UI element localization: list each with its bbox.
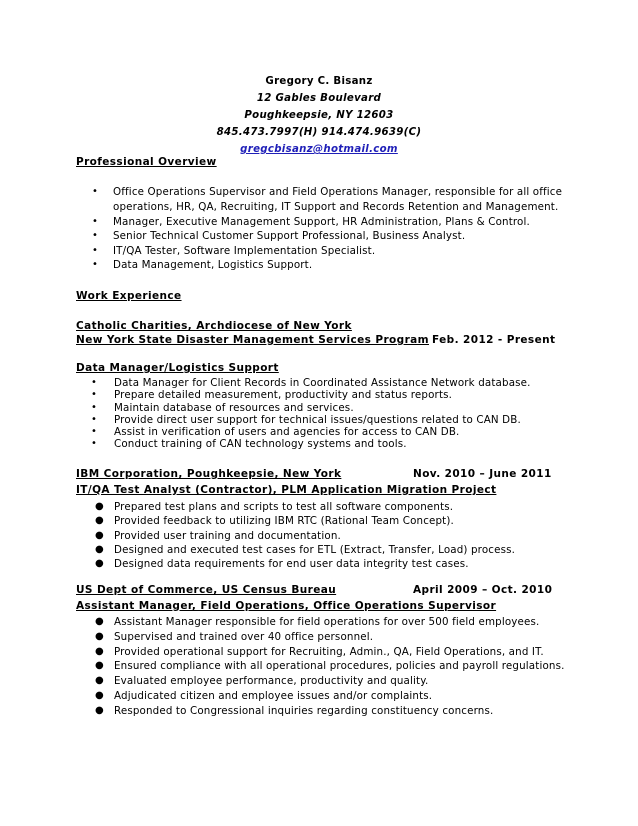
list-item-continuation: operations, HR, QA, Recruiting, IT Support and Records Retention and Management. [113, 200, 559, 213]
list-item: ● Ensured compliance with all operational procedures, policies and payroll regulations. [95, 660, 565, 673]
list-item: • Senior Technical Customer Support Professional, Business Analyst. [92, 230, 466, 242]
applicant-name: Gregory C. Bisanz [265, 76, 373, 87]
phone-numbers: 845.473.7997(H) 914.474.9639(C) [216, 127, 422, 138]
job1-dates: Feb. 2012 - Present [432, 334, 556, 346]
job3-employer: US Dept of Commerce, US Census Bureau [76, 584, 337, 596]
email-link[interactable]: gregcbisanz@hotmail.com [240, 144, 398, 155]
list-item: • Provide direct user support for technical issues/questions related to CAN DB. [91, 413, 521, 426]
list-item: ● Assistant Manager responsible for field operations for over 500 field employees. [95, 616, 540, 628]
list-item: ● Designed and executed test cases for ETL (Extract, Transfer, Load) process. [95, 543, 516, 556]
job2-employer: IBM Corporation, Poughkeepsie, New York [76, 468, 342, 480]
list-item: ● Responded to Congressional inquiries regarding constituency concerns. [95, 704, 494, 717]
list-item: ● Evaluated employee performance, productivity and quality. [95, 675, 429, 688]
job3-dates: April 2009 – Oct. 2010 [413, 584, 553, 596]
job2-title: IT/QA Test Analyst (Contractor), PLM Application Migration Project [76, 484, 497, 496]
list-item: • Manager, Executive Management Support, HR Administration, Plans & Control. [92, 215, 530, 228]
city-state-zip: Poughkeepsie, NY 12603 [244, 110, 394, 121]
list-item: • IT/QA Tester, Software Implementation Specialist. [92, 244, 376, 257]
list-item: • Maintain database of resources and services. [91, 401, 354, 414]
list-item: • Data Manager for Client Records in Coordinated Assistance Network database. [91, 377, 531, 389]
job2-list [95, 500, 515, 571]
job1-title: Data Manager/Logistics Support [76, 362, 279, 374]
job1-employer: Catholic Charities, Archdiocese of New York [76, 320, 352, 332]
overview-heading: Professional Overview [76, 156, 217, 168]
job1-list [91, 377, 531, 451]
list-item: ● Provided operational support for Recruiting, Admin., QA, Field Operations, and IT. [95, 645, 544, 658]
street-address: 12 Gables Boulevard [256, 93, 382, 104]
list-item: • Data Management, Logistics Support. [92, 259, 313, 271]
list-item: ● Supervised and trained over 40 office personnel. [95, 630, 374, 643]
list-item: • Assist in verification of users and agencies for access to CAN DB. [91, 426, 460, 439]
work-heading: Work Experience [76, 290, 182, 302]
list-item: ● Designed data requirements for end user data integrity test cases. [95, 558, 469, 571]
list-item: • Prepare detailed measurement, productivity and status reports. [91, 389, 453, 402]
list-item: ● Provided user training and documentation. [95, 529, 341, 542]
job1-program: New York State Disaster Management Services Program [76, 334, 429, 346]
overview-list [92, 185, 562, 273]
list-item: ● Prepared test plans and scripts to test all software components. [95, 501, 454, 513]
list-item: • Office Operations Supervisor and Field Operations Manager, responsible for all office [92, 186, 563, 198]
list-item: ● Adjudicated citizen and employee issues and/or complaints. [95, 689, 433, 702]
contact-header [0, 73, 638, 158]
job3-title: Assistant Manager, Field Operations, Office Operations Supervisor [76, 600, 497, 612]
list-item: ● Provided feedback to utilizing IBM RTC (Rational Team Concept). [95, 515, 454, 528]
job2-dates: Nov. 2010 – June 2011 [413, 468, 552, 480]
list-item: • Conduct training of CAN technology systems and tools. [91, 438, 407, 451]
job3-list [95, 615, 565, 719]
